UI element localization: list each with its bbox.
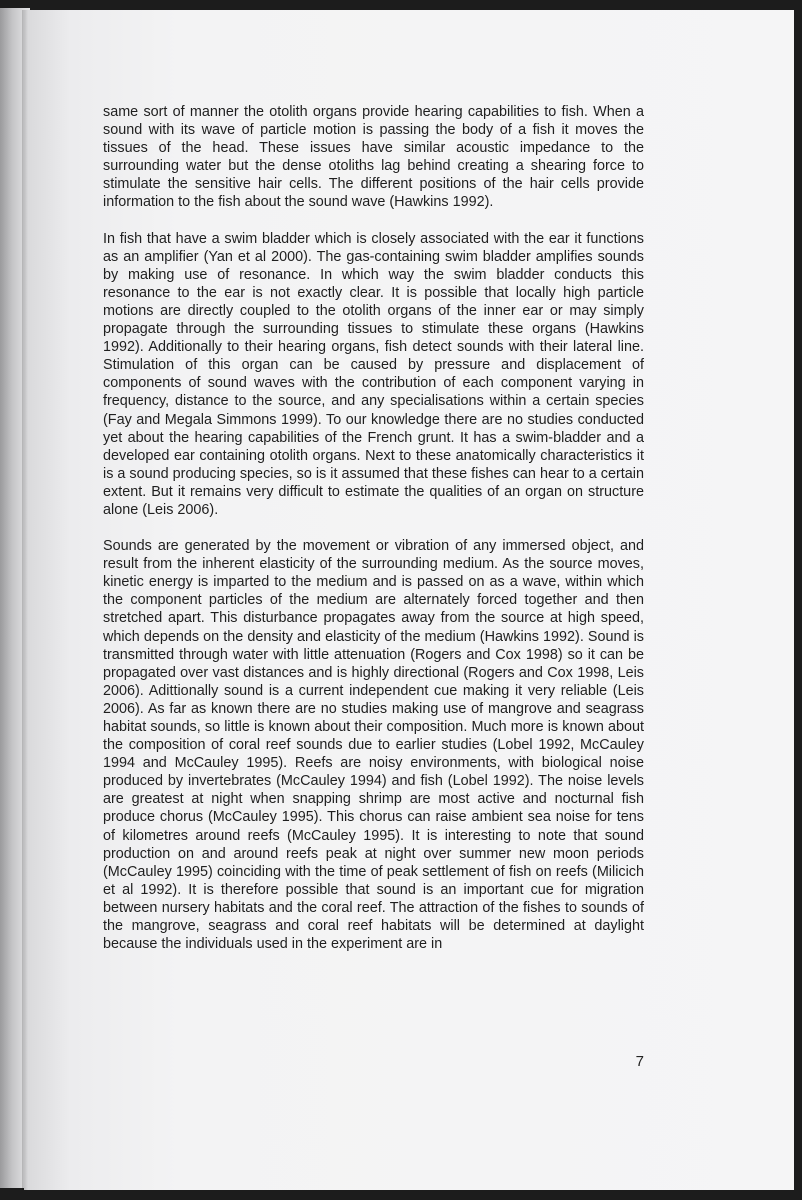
- body-text: [103, 103, 644, 971]
- page-number: 7: [635, 1053, 644, 1070]
- page-edge-shadow: [22, 10, 28, 1190]
- paragraph-sound-generation: Sounds are generated by the movement or vibration of any immersed object, and result from the inherent elasticity of the surrounding medium. As the source moves, kinetic energy is imparted to the medium and is passed on as a wave, within which the component particles of the medium are alternately forced together and then stretched apart. This disturbance propagates away from the source at high speed, which depends on the density and elasticity of the medium (Hawkins 1992). Sound is transmitted through water with little attenuation (Rogers and Cox 1998) so it can be propagated over vast distances and is highly directional (Rogers and Cox 1998, Leis 2006). Adittionally sound is a current independent cue making it very reliable (Leis 2006). As far as known there are no studies making use of mangrove and seagrass habitat sounds, so little is known about their composition. Much more is known about the composition of coral reef sounds due to earlier studies (Lobel 1992, McCauley 1994 and McCauley 1995). Reefs are noisy environments, with biological noise produced by invertebrates (McCauley 1994) and fish (Lobel 1992). The noise levels are greatest at night when snapping shrimp are most active and nocturnal fish produce chorus (McCauley 1995). This chorus can raise ambient sea noise for tens of kilometres around reefs (McCauley 1995). It is interesting to note that sound production on and around reefs peak at night over summer new moon periods (McCauley 1995) coinciding with the time of peak settlement of fish on reefs (Milicich et al 1992). It is therefore possible that sound is an important cue for migration between nursery habitats and the coral reef. The attraction of the fishes to sounds of the mangrove, seagrass and coral reef habitats will be determined at daylight because the individuals used in the experiment are in: [103, 538, 644, 953]
- paragraph-otolith-hearing: same sort of manner the otolith organs provide hearing capabilities to fish. When a sound with its wave of particle motion is passing the body of a fish it moves the tissues of the head. These issues have similar acoustic impedance to the surrounding water but the dense otoliths lag behind creating a shearing force to stimulate the sensitive hair cells. The different positions of the hair cells provide information to the fish about the sound wave (Hawkins 1992).: [103, 104, 644, 211]
- paragraph-swim-bladder: In fish that have a swim bladder which is closely associated with the ear it functions as an amplifier (Yan et al 2000). The gas-containing swim bladder amplifies sounds by making use of resonance. In which way the swim bladder conducts this resonance to the ear is not exactly clear. It is possible that locally high particle motions are directly coupled to the otolith organs of the inner ear or may simply propagate through the surrounding tissues to stimulate these organs (Hawkins 1992). Additionally to their hearing organs, fish detect sounds with their lateral line. Stimulation of this organ can be caused by pressure and displacement of components of sound waves with the contribution of each component varying in frequency, distance to the source, and any specialisations within a certain species (Fay and Megala Simmons 1999). To our knowledge there are no studies conducted yet about the hearing capabilities of the French grunt. It has a swim-bladder and a developed ear containing otolith organs. Next to these anatomically characteristics it is a sound producing species, so is it assumed that these fishes can hear to a certain extent. But it remains very difficult to estimate the qualities of an organ on structure alone (Leis 2006).: [103, 230, 644, 518]
